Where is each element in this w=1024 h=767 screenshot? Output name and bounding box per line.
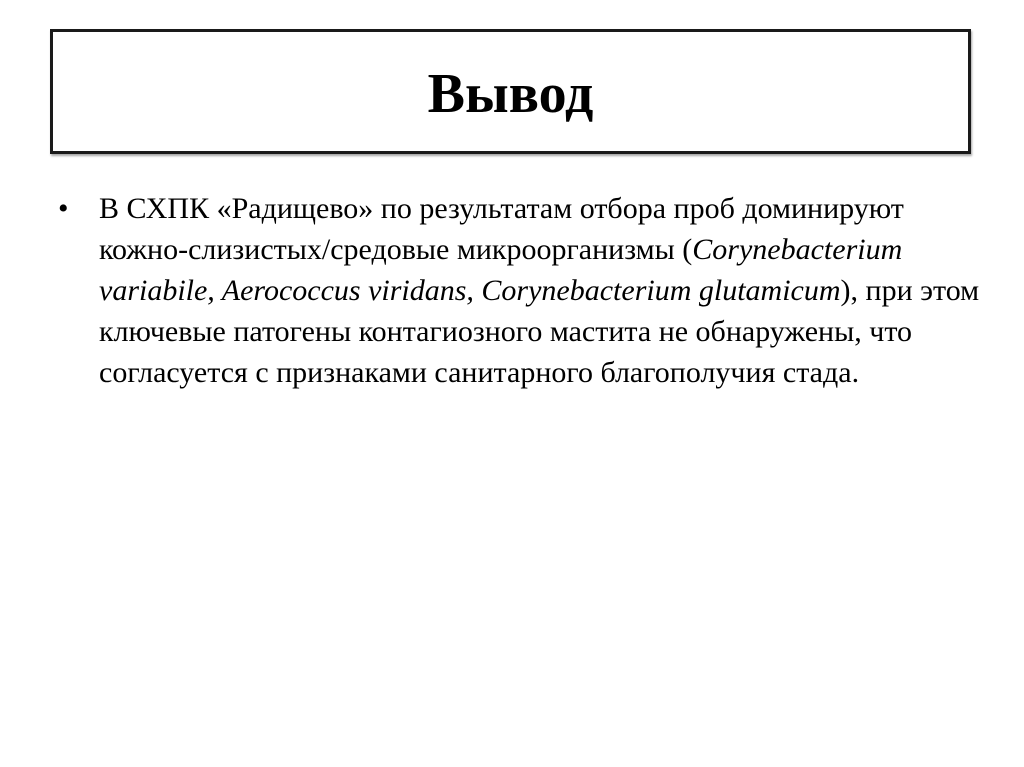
bullet-list: [58, 188, 988, 393]
title-box: [50, 29, 971, 154]
bullet-text: [99, 188, 988, 393]
bullet-marker: •: [58, 192, 69, 225]
species-names: Corynebacterium variabile, Aerococcus viridans, Corynebacterium glutamicum: [99, 233, 903, 307]
bullet-text-part1: В СХПК «Радищево» по результатам отбора проб доминируют кожно-слизистых/средовые микроорганизмы (: [99, 192, 904, 266]
list-item: [58, 188, 988, 393]
bullet-text-part2: ), при этом ключевые патогены контагиозного мастита не обнаружены, что согласуется с признаками санитарного благополучия стада.: [99, 274, 980, 389]
slide-title: Вывод: [427, 62, 594, 125]
